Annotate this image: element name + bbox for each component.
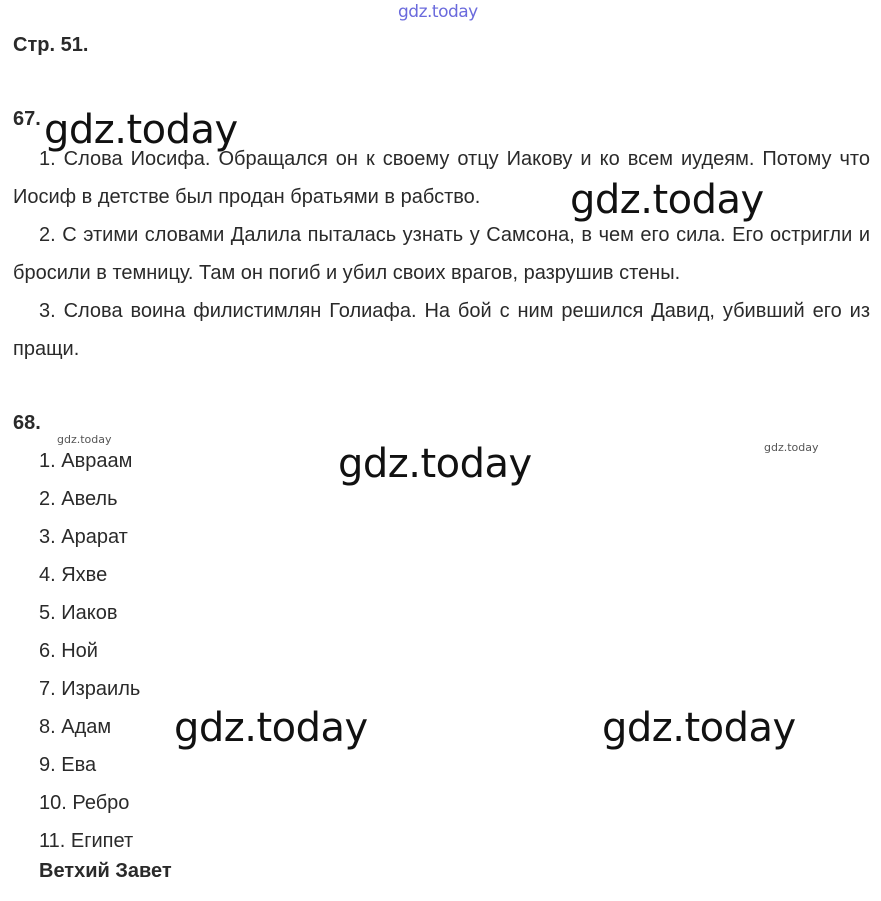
watermark-logo: gdz.today — [44, 107, 238, 153]
task-67-paragraph-1: 1. Слова Иосифа. Обращался он к своему отцу Иакову и ко всем иудеям. Потому что Иосиф в детстве был продан братьями в рабство. — [13, 148, 870, 208]
watermark-logo: gdz.today — [570, 177, 764, 223]
watermark-logo: gdz.today — [174, 705, 368, 751]
list-item: 4. Яхве — [39, 564, 108, 586]
task-68-list — [39, 442, 140, 860]
watermark-logo-small: gdz.today — [57, 433, 112, 446]
list-item: 5. Иаков — [39, 602, 118, 624]
list-item: 6. Ной — [39, 640, 98, 662]
page-label: Стр. 51. — [13, 34, 89, 56]
task-67-number: 67. — [13, 108, 41, 130]
list-item: 7. Израиль — [39, 678, 141, 700]
list-item: 1. Авраам — [39, 450, 133, 472]
list-item: 10. Ребро — [39, 792, 130, 814]
list-item: 8. Адам — [39, 716, 112, 738]
task-67-paragraph-3: 3. Слова воина филистимлян Голиафа. На бой с ним решился Давид, убивший его из пращи. — [13, 300, 870, 360]
watermark-top: gdz.today — [398, 2, 478, 22]
list-item: 2. Авель — [39, 488, 118, 510]
watermark-logo: gdz.today — [602, 705, 796, 751]
task-67-paragraph-2: 2. С этими словами Далила пыталась узнать у Самсона, в чем его сила. Его остригли и бросили в темницу. Там он погиб и убил своих врагов, разрушив стены. — [13, 224, 870, 284]
watermark-logo-small: gdz.today — [764, 441, 819, 454]
task-68-number: 68. — [13, 412, 41, 434]
watermark-logo: gdz.today — [338, 441, 532, 487]
task-68-answer: Ветхий Завет — [39, 860, 172, 882]
list-item: 3. Арарат — [39, 526, 128, 548]
list-item: 9. Ева — [39, 754, 97, 776]
list-item: 11. Египет — [39, 830, 134, 852]
